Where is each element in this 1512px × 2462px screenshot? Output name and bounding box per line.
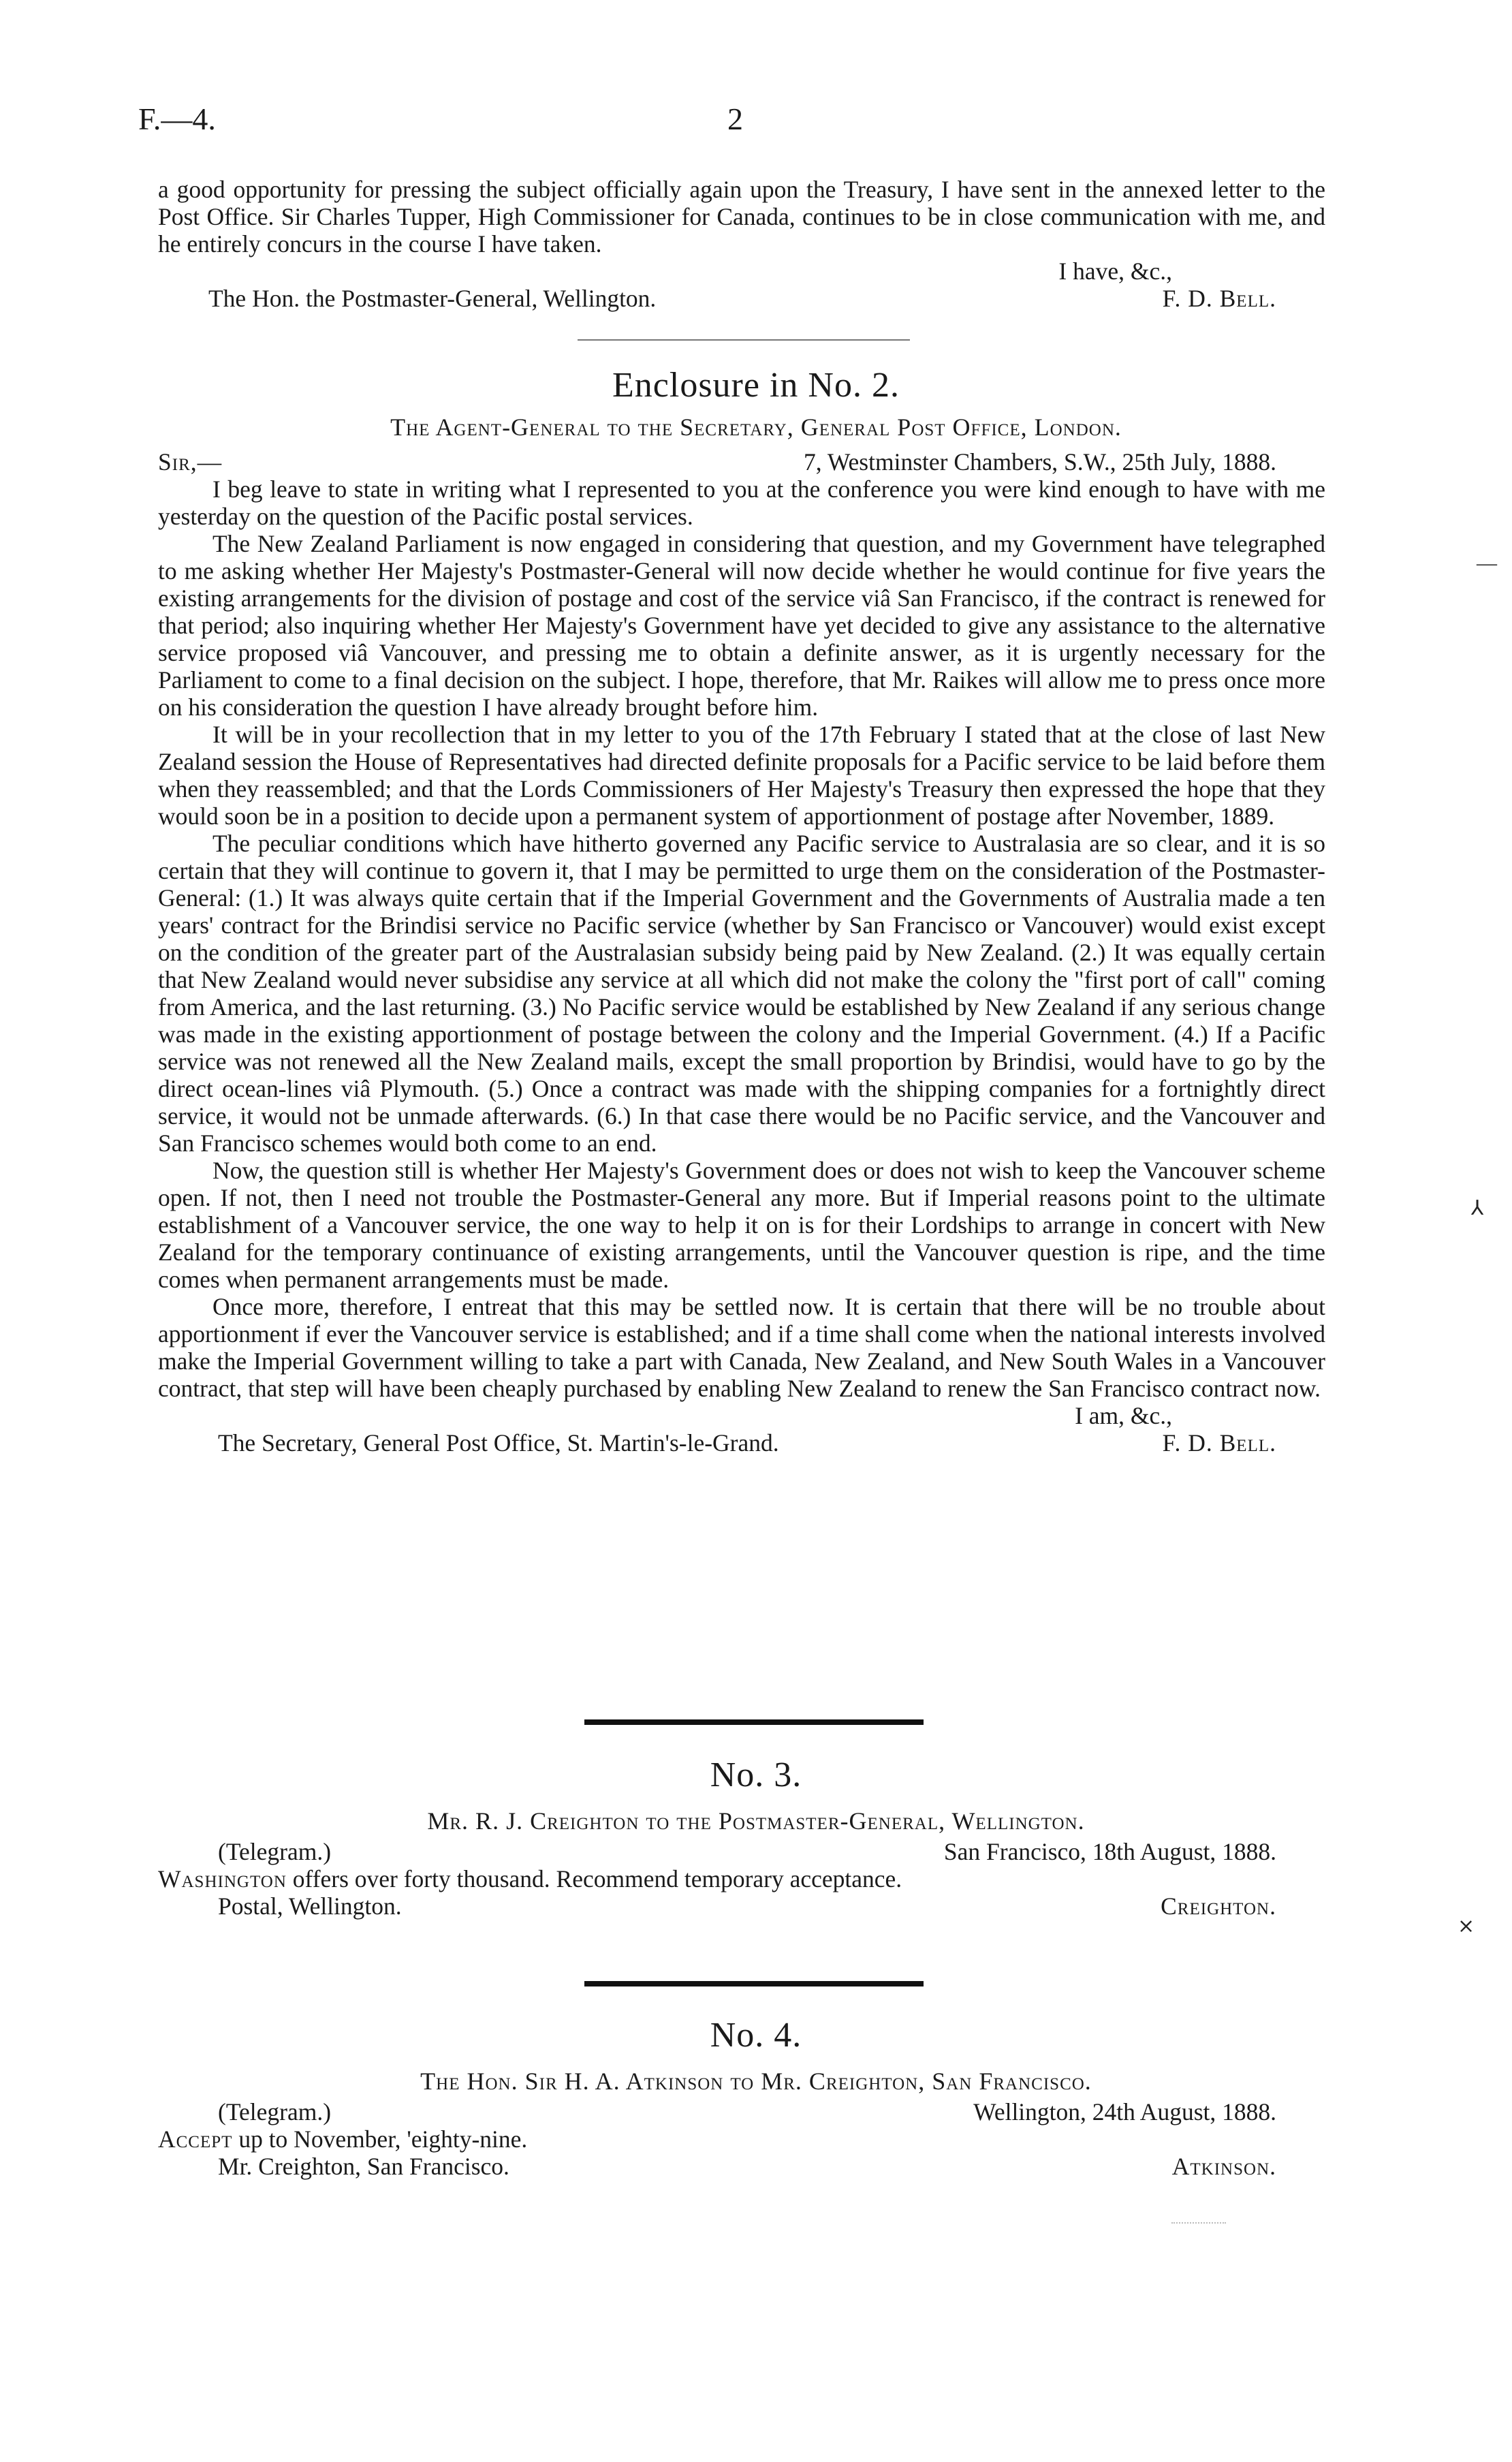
- no4-title: No. 4.: [710, 2016, 802, 2055]
- enclosure-paragraph-4: The peculiar conditions which have hitherto governed any Pacific service to Australasia are so clear, and it is so certain that they will continue to govern it, that I may be permitted to urge them on the consideration of the Postmaster-General: (1.) It was always quite certain that if the Imperial Government and the Governments of Australia made a ten years' contract for the Brindisi service no Pacific service (whether by San Francisco or Vancouver) would exist except on the condition of the greater part of the Australasian subsidy being paid by New Zealand. (2.) It was equally certain that New Zealand would never subsidise any service at all which did not make the colony the "first port of call" coming from America, and the last returning. (3.) No Pacific service would be established by New Zealand if any serious change was made in the existing apportionment of postage between the colony and the Imperial Government. (4.) If a Pacific service was not renewed all the New Zealand mails, except the small proportion by Brindisi, would have to go by the direct ocean-lines viâ Plymouth. (5.) Once a contract was made with the shipping companies for a fortnightly direct service, it would not be unmade afterwards. (6.) In that case there would be no Pacific service, and the Vancouver and San Francisco schemes would both come to an end.: [158, 830, 1325, 1157]
- scan-speckle: [1171, 2214, 1226, 2224]
- no3-sign-row: [158, 1892, 1325, 1920]
- no3-subtitle-text: Mr. R. J. Creighton to the Postmaster-General, Wellington.: [427, 1807, 1085, 1835]
- no3-type-row: [158, 1838, 1325, 1865]
- enclosure-sign-row: [158, 1429, 1325, 1456]
- intro-closing: I have, &c.,: [1058, 258, 1172, 285]
- no4-type-row: [158, 2098, 1325, 2125]
- no3-type: (Telegram.): [218, 1838, 332, 1865]
- no4-body: [158, 2125, 1325, 2153]
- enclosure-paragraph-6: Once more, therefore, I entreat that this may be settled now. It is certain that there will be no trouble about apportionment if ever the Vancouver service is established; and if a time shall come when the national interests involved make the Imperial Government willing to take a part with Canada, New Zealand, and New South Wales in a Vancouver contract, that step will have been cheaply purchased by enabling New Zealand to renew the San Francisco contract now.: [158, 1293, 1325, 1402]
- no4-signature: Atkinson.: [1171, 2153, 1276, 2180]
- no3-subtitle: [0, 1807, 1512, 1835]
- address-date: 7, Westminster Chambers, S.W., 25th July, 1888.: [804, 448, 1276, 476]
- enclosure-header-row: [158, 448, 1325, 476]
- no3-signature: Creighton.: [1161, 1892, 1276, 1920]
- margin-mark-cross: ⨯: [1458, 1915, 1475, 1937]
- no3-place-date: San Francisco, 18th August, 1888.: [943, 1838, 1276, 1865]
- no4-subtitle-text: The Hon. Sir H. A. Atkinson to Mr. Creighton, San Francisco.: [420, 2068, 1092, 2095]
- enclosure-signature: F. D. Bell.: [1162, 1429, 1276, 1456]
- no3-title: No. 3.: [710, 1756, 802, 1794]
- page-number: 2: [727, 102, 743, 136]
- document-reference: F.—4.: [138, 102, 216, 136]
- no4-place-date: Wellington, 24th August, 1888.: [973, 2098, 1276, 2125]
- intro-signature: F. D. Bell.: [1162, 285, 1276, 312]
- margin-mark-arrow: ⅄: [1471, 1197, 1484, 1219]
- enclosure-letter: [158, 448, 1325, 1456]
- thin-divider: [578, 339, 910, 341]
- enclosure-paragraph-3: It will be in your recollection that in my letter to you of the 17th February I stated that at the close of last New Zealand session the House of Representatives had directed definite proposals for a Pacific service to be laid before them when they reassembled; and that the Lords Commissioners of Her Majesty's Treasury then expressed the hope that they would soon be in a position to decide upon a permanent system of apportionment of postage after November, 1889.: [158, 721, 1325, 830]
- no4-body-rest: up to November, 'eighty-nine.: [232, 2125, 528, 2153]
- enclosure-paragraph-2: The New Zealand Parliament is now engaged in considering that question, and my Government have telegraphed to me asking whether Her Majesty's Postmaster-General will now decide whether he would continue for five years the existing arrangements for the division of postage and cost of the service viâ San Francisco, if the contract is renewed for that period; also inquiring whether Her Majesty's Government have yet decided to give any assistance to the alternative service proposed viâ Vancouver, and pressing me to obtain a definite answer, as it is urgently necessary for the Parliament to come to a final decision on the subject. I hope, therefore, that Mr. Raikes will allow me to press once more on his consideration the question I have already brought before him.: [158, 530, 1325, 721]
- no3-addressee: Postal, Wellington.: [218, 1892, 402, 1920]
- intro-paragraph: a good opportunity for pressing the subject officially again upon the Treasury, I have sent in the annexed letter to the Post Office. Sir Charles Tupper, High Commissioner for Canada, continues to be in close communication with me, and he entirely concurs in the course I have taken.: [158, 176, 1325, 258]
- no4-telegram: [158, 2098, 1325, 2180]
- no4-body-lead: Accept: [158, 2125, 233, 2153]
- salutation: Sir,—: [158, 448, 223, 476]
- enclosure-subtitle: The Agent-General to the Secretary, General Post Office, London.: [390, 414, 1122, 441]
- enclosure-title: Enclosure in No. 2.: [612, 366, 900, 405]
- enclosure-paragraph-5: Now, the question still is whether Her Majesty's Government does or does not wish to keep the Vancouver scheme open. If not, then I need not trouble the Postmaster-General any more. But if Imperial reasons point to the ultimate establishment of a Vancouver service, the one way to help it on is for their Lordships to arrange in concert with New Zealand for the temporary continuance of existing arrangements, until the Vancouver question is ripe, and the time comes when permanent arrangements must be made.: [158, 1157, 1325, 1293]
- thick-divider: [584, 1719, 924, 1725]
- no3-body-rest: offers over forty thousand. Recommend temporary acceptance.: [286, 1865, 902, 1892]
- enclosure-closing: I am, &c.,: [1075, 1402, 1172, 1429]
- thick-divider-2: [584, 1981, 924, 1986]
- no3-telegram: [158, 1838, 1325, 1920]
- no3-body-lead: Washington: [158, 1865, 287, 1892]
- margin-mark-dash: —: [1477, 552, 1497, 574]
- enclosure-paragraph-1: I beg leave to state in writing what I represented to you at the conference you were kind enough to have with me yesterday on the question of the Pacific postal services.: [158, 476, 1325, 530]
- intro-section: [158, 176, 1325, 312]
- no4-sign-row: [158, 2153, 1325, 2180]
- intro-addressee: The Hon. the Postmaster-General, Wellington.: [208, 285, 657, 312]
- no3-body: [158, 1865, 1325, 1892]
- no4-subtitle: [0, 2067, 1512, 2095]
- intro-sign-row: [158, 285, 1325, 312]
- enclosure-addressee: The Secretary, General Post Office, St. Martin's-le-Grand.: [218, 1429, 779, 1456]
- no4-type: (Telegram.): [218, 2098, 332, 2125]
- no4-addressee: Mr. Creighton, San Francisco.: [218, 2153, 509, 2180]
